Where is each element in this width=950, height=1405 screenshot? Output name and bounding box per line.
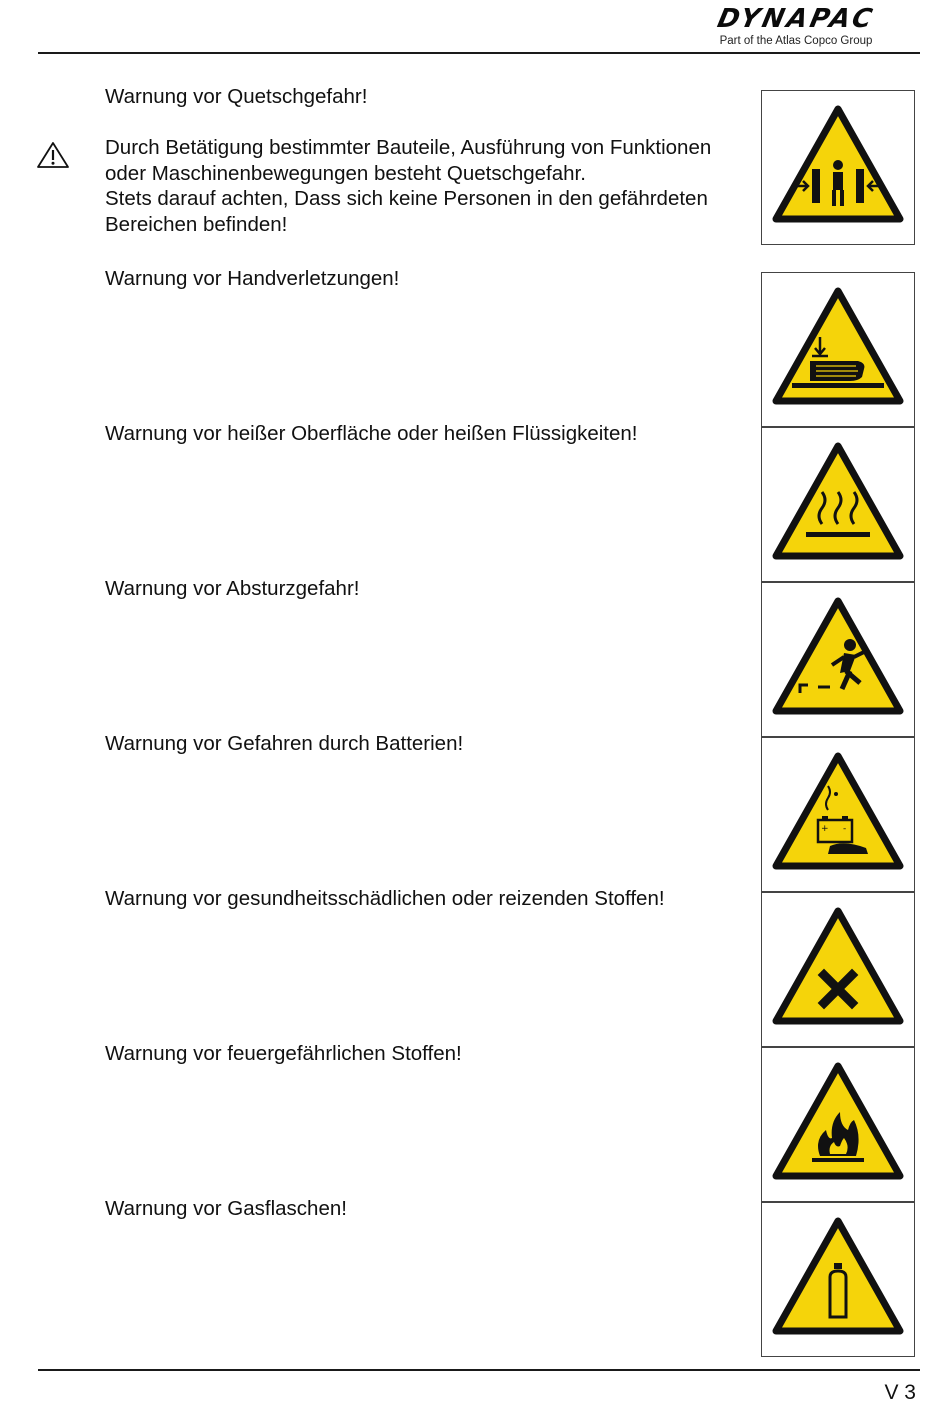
footer-divider <box>38 1369 920 1371</box>
sign-hot <box>761 427 915 582</box>
warning-crush-title: Warnung vor Quetschgefahr! <box>105 85 368 108</box>
brand-name: DYNAPAC <box>714 4 878 34</box>
gas-cylinder-icon <box>770 1215 906 1339</box>
warning-crush-desc-4: Bereichen befinden! <box>105 212 288 236</box>
brand-logo <box>686 4 906 47</box>
sign-hand <box>761 272 915 427</box>
svg-text:+: + <box>821 824 829 834</box>
warning-gas-title: Warnung vor Gasflaschen! <box>105 1197 347 1220</box>
sign-crush <box>761 90 915 245</box>
warning-hot-title: Warnung vor heißer Oberfläche oder heißen Flüssigkeiten! <box>105 422 638 445</box>
svg-text:-: - <box>843 824 847 834</box>
warning-crush-desc-1: Durch Betätigung bestimmter Bauteile, Ausführung von Funktionen <box>105 136 712 159</box>
header-divider <box>38 52 920 54</box>
battery-hazard-icon <box>770 750 906 874</box>
page-number: V 3 <box>884 1381 916 1404</box>
crush-hazard-icon <box>770 103 906 227</box>
sign-flammable <box>761 1047 915 1202</box>
hot-surface-icon <box>770 440 906 564</box>
warning-battery-title: Warnung vor Gefahren durch Batterien! <box>105 732 464 755</box>
harmful-substance-icon <box>770 905 906 1029</box>
warning-hand-title: Warnung vor Handverletzungen! <box>105 267 400 290</box>
sign-harmful <box>761 892 915 1047</box>
warning-harmful-title: Warnung vor gesundheitsschädlichen oder reizenden Stoffen! <box>105 887 665 910</box>
warning-triangle-icon <box>36 141 70 169</box>
brand-tagline: Part of the Atlas Copco Group <box>719 35 873 47</box>
hand-injury-icon <box>770 285 906 409</box>
warning-crush-desc-3: Stets darauf achten, Dass sich keine Personen in den gefährdeten <box>105 187 708 210</box>
warning-fall-title: Warnung vor Absturzgefahr! <box>105 577 360 600</box>
sign-gas <box>761 1202 915 1357</box>
fall-hazard-icon <box>770 595 906 719</box>
flammable-icon <box>770 1060 906 1184</box>
sign-fall <box>761 582 915 737</box>
warning-flammable-title: Warnung vor feuergefährlichen Stoffen! <box>105 1042 462 1065</box>
warning-crush-desc-2: oder Maschinenbewegungen besteht Quetschgefahr. <box>105 161 586 185</box>
sign-battery <box>761 737 915 892</box>
